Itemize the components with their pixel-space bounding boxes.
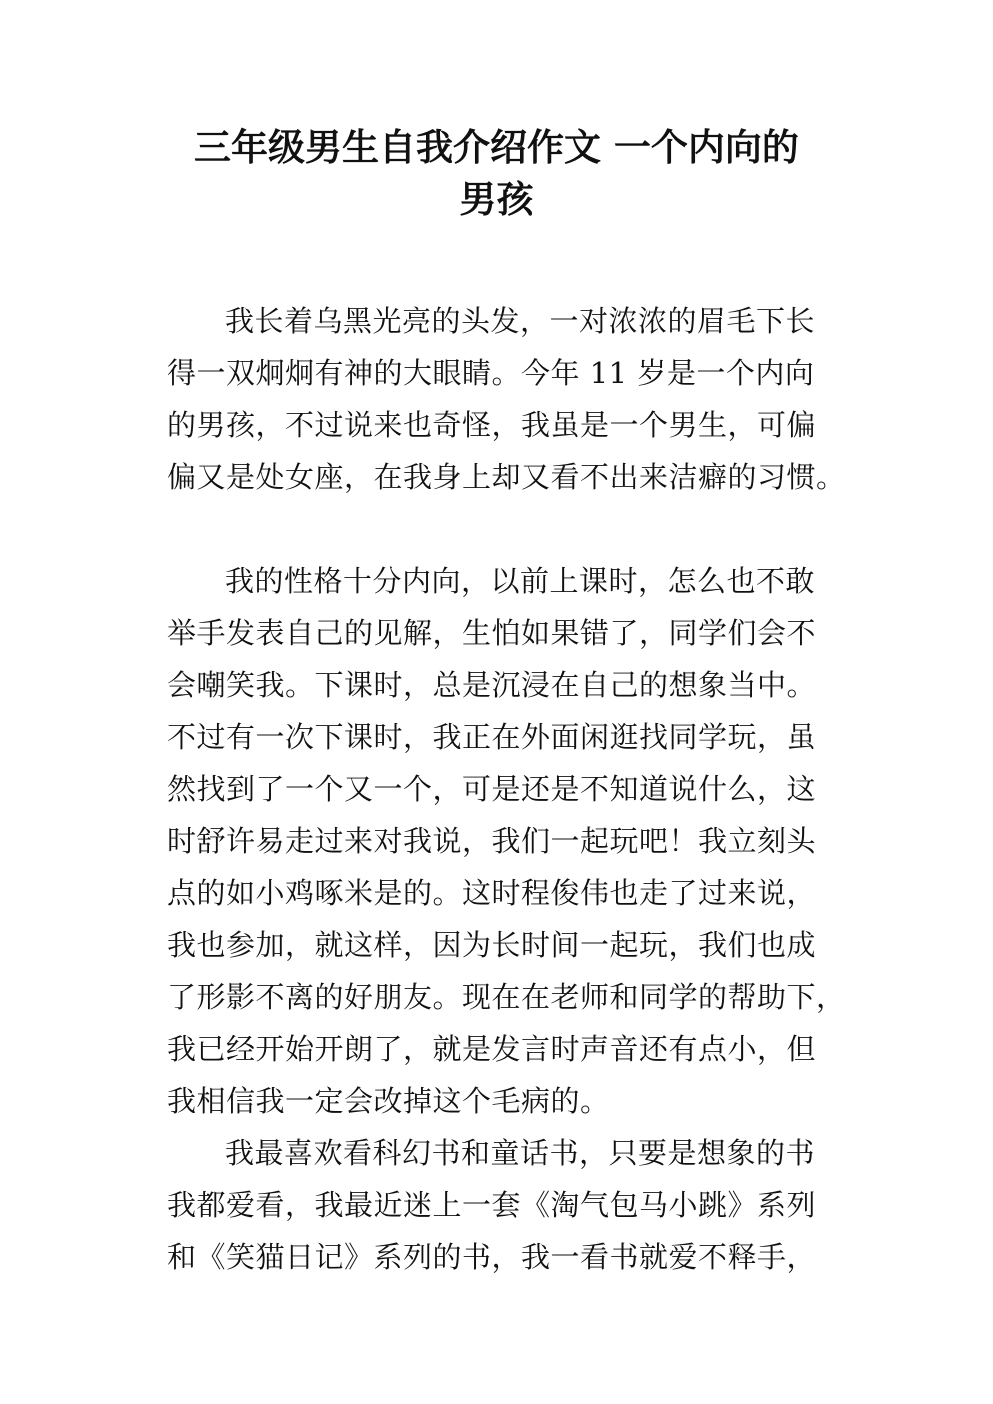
paragraph-line: 举手发表自己的见解，生怕如果错了，同学们会不 bbox=[167, 616, 817, 650]
paragraph-line: 的男孩，不过说来也奇怪，我虽是一个男生，可偏 bbox=[167, 408, 817, 442]
paragraph-line: 点的如小鸡啄米是的。这时程俊伟也走了过来说， bbox=[167, 876, 817, 910]
paragraph-line: 时舒许易走过来对我说，我们一起玩吧！我立刻头 bbox=[167, 824, 817, 858]
paragraph-line: 我已经开始开朗了，就是发言时声音还有点小，但 bbox=[167, 1032, 817, 1066]
paragraph-line: 不过有一次下课时，我正在外面闲逛找同学玩，虽 bbox=[167, 720, 817, 754]
paragraph-line: 得一双炯炯有神的大眼睛。今年 11 岁是一个内向 bbox=[167, 356, 815, 390]
paragraph-line: 我长着乌黑光亮的头发，一对浓浓的眉毛下长 bbox=[225, 304, 816, 338]
paragraph-line: 然找到了一个又一个，可是还是不知道说什么，这 bbox=[167, 772, 817, 806]
paragraph-line: 偏又是处女座，在我身上却又看不出来洁癖的习惯。 bbox=[167, 460, 846, 494]
paragraph-line: 和《笑猫日记》系列的书，我一看书就爱不释手， bbox=[167, 1240, 817, 1274]
paragraph-line: 会嘲笑我。下课时，总是沉浸在自己的想象当中。 bbox=[167, 668, 817, 702]
document-title bbox=[140, 122, 853, 226]
paragraph-line: 我也参加，就这样，因为长时间一起玩，我们也成 bbox=[167, 928, 817, 962]
title-line-2: 男孩 bbox=[459, 178, 534, 221]
paragraph-line: 我最喜欢看科幻书和童话书，只要是想象的书 bbox=[225, 1136, 816, 1170]
paragraph-line: 了形影不离的好朋友。现在在老师和同学的帮助下， bbox=[167, 980, 846, 1014]
title-line-1: 三年级男生自我介绍作文 一个内向的 bbox=[194, 126, 799, 169]
paragraph-line: 我的性格十分内向，以前上课时，怎么也不敢 bbox=[225, 564, 816, 598]
paragraph-line: 我相信我一定会改掉这个毛病的。 bbox=[167, 1084, 610, 1118]
paragraph-line: 我都爱看，我最近迷上一套《淘气包马小跳》系列 bbox=[167, 1188, 817, 1222]
